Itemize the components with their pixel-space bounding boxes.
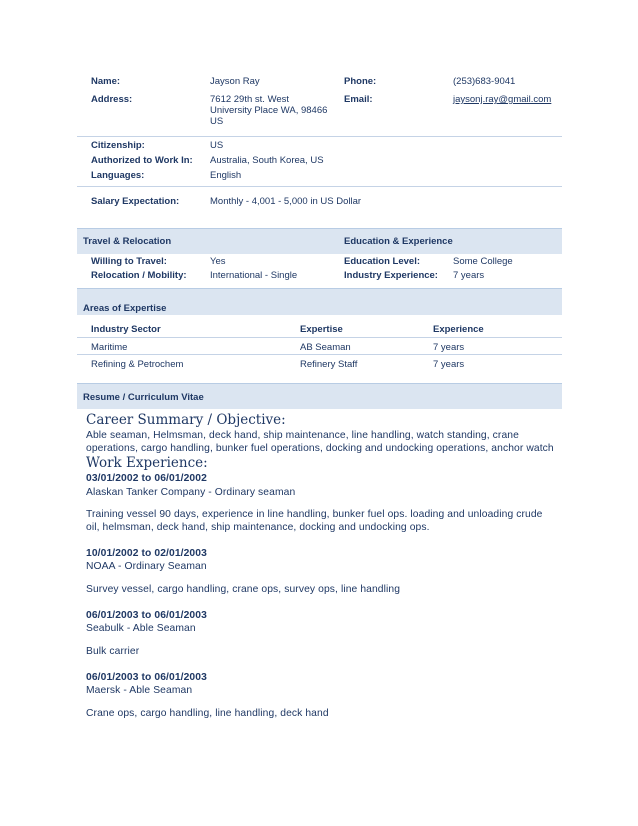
name-label: Name: xyxy=(91,76,121,87)
education-level-label: Education Level: xyxy=(344,256,421,267)
authorized-value: Australia, South Korea, US xyxy=(210,155,324,166)
summary-heading: Career Summary / Objective: xyxy=(86,412,286,428)
willing-value: Yes xyxy=(210,256,226,267)
job-dates: 03/01/2002 to 06/01/2002 xyxy=(86,473,207,484)
job-description: Training vessel 90 days, experience in line handling, bunker fuel ops. loading and unloading crude xyxy=(86,509,543,520)
table-cell: Refining & Petrochem xyxy=(91,359,184,370)
column-header: Experience xyxy=(433,324,484,335)
industry-exp-value: 7 years xyxy=(453,270,485,281)
citizenship-label: Citizenship: xyxy=(91,140,145,151)
summary-line: operations, cargo handling, bunker fuel operations, docking and undocking operations, anchor watch xyxy=(86,443,554,454)
address-line-1: 7612 29th st. West xyxy=(210,94,290,105)
willing-label: Willing to Travel: xyxy=(91,256,167,267)
table-cell: 7 years xyxy=(433,359,465,370)
job-description: Bulk carrier xyxy=(86,646,140,657)
column-header: Expertise xyxy=(300,324,343,335)
salary-label: Salary Expectation: xyxy=(91,196,180,207)
address-label: Address: xyxy=(91,94,133,105)
email-label: Email: xyxy=(344,94,373,105)
relocation-value: International - Single xyxy=(210,270,298,281)
job-description: Crane ops, cargo handling, line handling, deck hand xyxy=(86,708,329,719)
summary-line: Able seaman, Helmsman, deck hand, ship maintenance, line handling, watch standing, crane xyxy=(86,430,519,441)
job-description: oil, helmsman, deck hand, ship maintenance, docking and undocking ops. xyxy=(86,522,430,533)
languages-label: Languages: xyxy=(91,170,145,181)
job-title: Maersk - Able Seaman xyxy=(86,685,193,696)
email-link[interactable]: jaysonj.ray@gmail.com xyxy=(453,94,552,105)
address-line-3: US xyxy=(210,116,224,127)
industry-exp-label: Industry Experience: xyxy=(344,270,438,281)
job-dates: 06/01/2003 to 06/01/2003 xyxy=(86,672,207,683)
job-dates: 10/01/2002 to 02/01/2003 xyxy=(86,548,207,559)
education-header: Education & Experience xyxy=(344,236,453,247)
job-title: Seabulk - Able Seaman xyxy=(86,623,196,634)
work-heading: Work Experience: xyxy=(86,455,208,471)
travel-education-header xyxy=(77,228,562,254)
table-cell: 7 years xyxy=(433,342,465,353)
job-dates: 06/01/2003 to 06/01/2003 xyxy=(86,610,207,621)
column-header: Industry Sector xyxy=(91,324,161,335)
table-cell: Maritime xyxy=(91,342,128,353)
table-cell: Refinery Staff xyxy=(300,359,358,370)
job-description: Survey vessel, cargo handling, crane ops, survey ops, line handling xyxy=(86,584,401,595)
expertise-header xyxy=(77,288,562,315)
job-title: NOAA - Ordinary Seaman xyxy=(86,561,207,572)
expertise-title: Areas of Expertise xyxy=(83,303,167,314)
divider xyxy=(77,186,562,187)
travel-header: Travel & Relocation xyxy=(83,236,172,247)
citizenship-value: US xyxy=(210,140,224,151)
resume-title: Resume / Curriculum Vitae xyxy=(83,392,204,403)
table-cell: AB Seaman xyxy=(300,342,351,353)
languages-value: English xyxy=(210,170,242,181)
salary-value: Monthly - 4,001 - 5,000 in US Dollar xyxy=(210,196,362,207)
authorized-label: Authorized to Work In: xyxy=(91,155,193,166)
divider xyxy=(77,337,562,338)
divider xyxy=(77,136,562,137)
relocation-label: Relocation / Mobility: xyxy=(91,270,187,281)
phone-value: (253)683-9041 xyxy=(453,76,516,87)
resume-header xyxy=(77,383,562,409)
name-value: Jayson Ray xyxy=(210,76,260,87)
address-line-2: University Place WA, 98466 xyxy=(210,105,328,116)
divider xyxy=(77,354,562,355)
job-title: Alaskan Tanker Company - Ordinary seaman xyxy=(86,487,296,498)
education-level-value: Some College xyxy=(453,256,513,267)
phone-label: Phone: xyxy=(344,76,377,87)
